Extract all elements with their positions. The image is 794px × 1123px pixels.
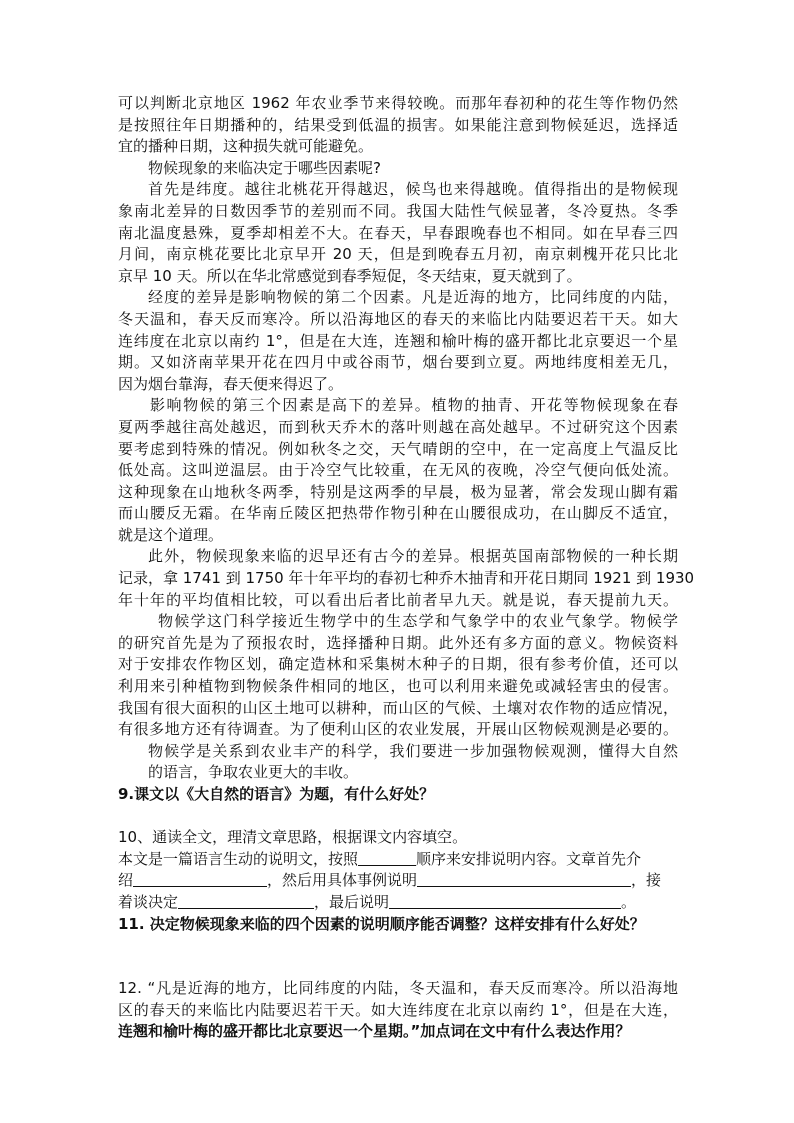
passage-line: 要考虑到特殊的情况。例如秋冬之交，天气晴朗的空中，在一定高度上气温反比: [118, 439, 678, 458]
passage-line: 低处高。这叫逆温层。由于冷空气比较重，在无风的夜晚，冷空气便向低处流。: [118, 461, 678, 480]
q10-text-2c: ，接: [631, 871, 662, 890]
blank-factors[interactable]: [178, 892, 314, 909]
passage-line: 就是这个道理。: [118, 525, 224, 544]
passage-line: 物候学这门科学接近生物学中的生态学和气象学中的农业气象学。物候学: [158, 612, 678, 631]
passage-line: 记录，拿 1741 到 1750 年十年平均的春初七种乔木抽青和开花日期同 1921 到 1930: [118, 569, 695, 588]
passage-line: 可以判断北京地区 1962 年农业季节来得较晚。而那年春初种的花生等作物仍然: [118, 94, 678, 112]
passage-line: 利用来引种植物到物候条件相同的地区，也可以利用来避免或减轻害虫的侵害。: [118, 677, 678, 696]
passage-line: 夏两季越往高处越迟，而到秋天乔木的落叶则越在高处越早。不过研究这个因素: [118, 417, 678, 436]
passage-line: 是按照往年日期播种的，结果受到低温的损害。如果能注意到物候延迟，选择适: [118, 115, 678, 134]
question-10-title: 10、通读全文，理清文章思路，根据课文内容填空。: [118, 828, 468, 847]
passage-line: 年十年的平均值相比较，可以看出后者比前者早九天。就是说，春天提前九天。: [118, 590, 678, 609]
passage-line: 冬天温和，春天反而寒冷。所以沿海地区的春天的来临比内陆要迟若干天。如大: [118, 309, 678, 328]
passage-line: 对于安排农作物区划，确定造林和采集树木种子的日期，很有参考价值，还可以: [118, 655, 678, 674]
passage-line: 此外，物候现象来临的迟早还有古今的差异。根据英国南部物候的一种长期: [148, 547, 678, 566]
q10-text-3a: 着谈决定: [118, 892, 179, 911]
passage-line: 连纬度在北京以南约 1°，但是在大连，连翘和榆叶梅的盛开都比北京要迟一个星: [118, 331, 678, 350]
passage-line: 这种现象在山地秋冬两季，特别是这两季的早晨，极为显著，常会发现山脚有霜: [118, 482, 678, 501]
blank-examples[interactable]: [417, 870, 631, 887]
passage-line: 月间，南京桃花要比北京早开 20 天，但是到晚春五月初，南京刺槐开花只比北: [118, 245, 678, 264]
passage-line: 物候学是关系到农业丰产的科学，我们要进一步加强物候观测，懂得大自然: [148, 741, 678, 760]
passage-line: 因为烟台靠海，春天便来得迟了。: [118, 374, 344, 393]
passage-line: 经度的差异是影响物候的第二个因素。凡是近海的地方，比同纬度的内陆，: [148, 288, 678, 307]
q10-text-3c: 。: [621, 892, 637, 911]
passage-line: 影响物候的第三个因素是高下的差异。植物的抽青、开花等物候现象在春: [150, 396, 678, 415]
passage-line: 首先是纬度。越往北桃花开得越迟，候鸟也来得越晚。值得指出的是物候现: [148, 180, 678, 199]
passage-line: 物候现象的来临决定于哪些因素呢?: [148, 158, 381, 177]
answer-space-9: [118, 806, 678, 828]
question-10-line-2: [118, 870, 678, 892]
passage-line: 而山腰反无霜。在华南丘陵区把热带作物引种在山腰很成功，在山脚反不适宜，: [118, 504, 678, 523]
blank-order[interactable]: [358, 849, 416, 866]
passage-line: 京早 10 天。所以在华北常感觉到春季短促，冬天结束，夏天就到了。: [118, 266, 582, 285]
passage: [118, 93, 695, 784]
answer-space-11: [118, 935, 678, 978]
passage-line: 的研究首先是为了预报农时，选择播种日期。此外还有多方面的意义。物候资料: [118, 633, 678, 652]
q10-text-2a: 绍: [118, 871, 134, 890]
passage-line: 我国有很大面积的山区土地可以耕种，而山区的气候、土壤对农作物的适应情况，: [118, 698, 678, 717]
blank-introduce[interactable]: [133, 870, 267, 887]
passage-line: 象南北差异的日数因季节的差别而不同。我国大陆性气候显著，冬冷夏热。冬季: [118, 201, 678, 220]
question-12-line-3: 连翘和榆叶梅的盛开都比北京要迟一个星期。”加点词在文中有什么表达作用？: [118, 1022, 631, 1041]
document-page: [118, 93, 695, 1043]
passage-line: 南北温度悬殊，夏季却相差不大。在春天，早春跟晚春也不相同。如在早春三四: [118, 223, 678, 242]
q10-text-3b: ，最后说明: [314, 892, 390, 911]
question-12-line-2: 区的春天的来临比内陆要迟若干天。如大连纬度在北京以南约 1°，但是在大连，: [118, 1000, 678, 1019]
blank-finally[interactable]: [389, 892, 621, 909]
question-10-line-1: [118, 849, 678, 871]
question-11: 11. 决定物候现象来临的四个因素的说明顺序能否调整？这样安排有什么好处？: [118, 914, 645, 933]
question-12-line-1: 12. “凡是近海的地方，比同纬度的内陆，冬天温和，春天反而寒冷。所以沿海地: [118, 979, 678, 998]
passage-line: 的语言，争取农业更大的丰收。: [148, 763, 359, 782]
q10-text-2b: ，然后用具体事例说明: [267, 871, 418, 890]
question-10-line-3: [118, 892, 678, 914]
passage-line: 期。又如济南苹果开花在四月中或谷雨节，烟台要到立夏。两地纬度相差无几，: [118, 353, 678, 372]
q10-text-1b: 顺序来安排说明内容。文章首先介: [416, 849, 642, 868]
passage-line: 有很多地方还有待调查。为了便利山区的农业发展，开展山区物候观测是必要的。: [118, 720, 678, 739]
passage-line: 宜的播种日期，这种损失就可能避免。: [118, 137, 374, 156]
question-9: 9.课文以《大自然的语言》为题，有什么好处？: [118, 785, 435, 803]
q10-text-1a: 本文是一篇语言生动的说明文，按照: [118, 849, 359, 868]
